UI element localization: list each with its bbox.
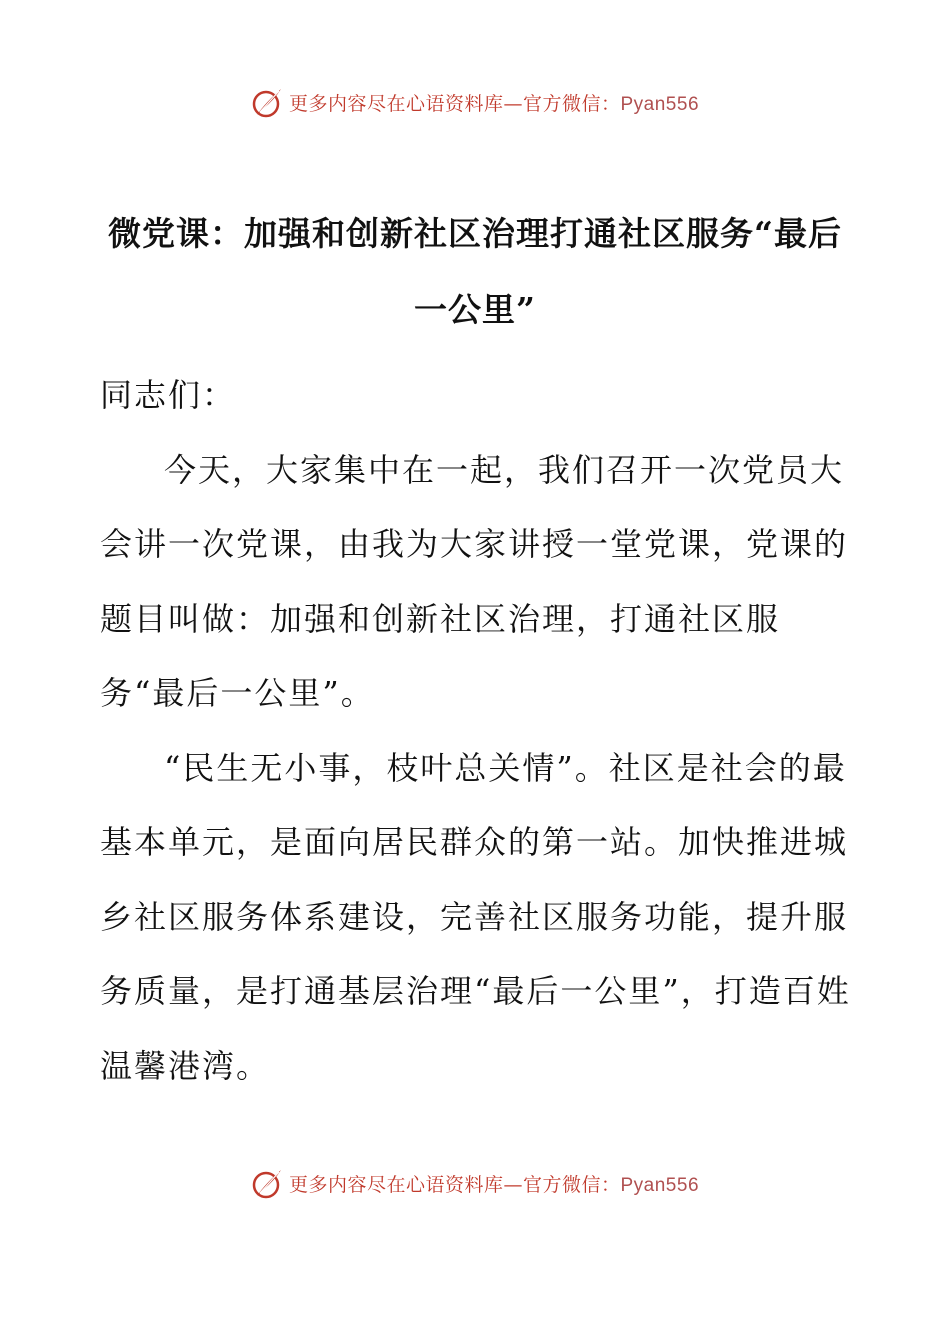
paragraph-2: “民生无小事，枝叶总关情”。社区是社会的最基本单元，是面向居民群众的第一站。加快推进城乡社区服务体系建设，完善社区服务功能，提升服务质量，是打通基层治理“最后一公里”，打造百姓温馨港湾。 [100,748,851,1085]
paragraph-1: 今天，大家集中在一起，我们召开一次党员大会讲一次党课，由我为大家讲授一堂党课，党课的题目叫做：加强和创新社区治理，打通社区服务“最后一公里”。 [100,450,849,712]
footer-banner-text [289,1170,699,1197]
header-banner-text [289,89,699,116]
footer-banner [0,1163,950,1203]
quill-logo-icon [251,1166,285,1200]
header-banner [0,82,950,122]
header-banner-label: 更多内容尽在心语资料库—官方微信： [288,92,621,115]
footer-wechat-id: Pyan556 [620,1174,700,1196]
salutation: 同志们： [100,376,237,414]
quill-logo-icon [251,85,285,119]
footer-banner-label: 更多内容尽在心语资料库—官方微信： [288,1173,621,1196]
document-title: 微党课：加强和创新社区治理打通社区服务“最后一公里” [108,214,842,329]
document-body [100,358,860,1103]
header-wechat-id: Pyan556 [620,93,700,115]
